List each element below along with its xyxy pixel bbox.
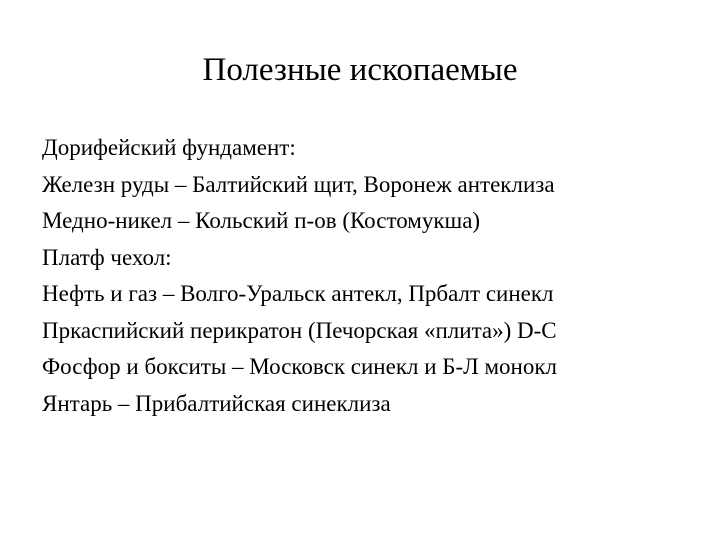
body-line-cover-heading: Платф чехол:	[42, 244, 172, 270]
body-line-iron-ores: Железн руды – Балтийский щит, Воронеж антеклиза	[42, 171, 555, 197]
body-line-basement-heading: Дорифейский фундамент:	[42, 135, 296, 160]
slide-body	[42, 130, 712, 422]
body-line-pericraton: Пркаспийский перикратон (Печорская «плита») D-C	[42, 317, 557, 343]
body-line-copper-nickel: Медно-никел – Кольский п-ов (Костомукша)	[42, 208, 481, 233]
body-line-phosphorus-bauxite: Фосфор и бокситы – Московск синекл и Б-Л монокл	[42, 354, 558, 379]
slide-title: Полезные ископаемые	[202, 52, 518, 88]
body-line-amber: Янтарь – Прибалтийская синеклиза	[42, 390, 391, 416]
body-line-oil-gas: Нефть и газ – Волго-Уральск антекл, Прбалт синекл	[42, 281, 554, 306]
